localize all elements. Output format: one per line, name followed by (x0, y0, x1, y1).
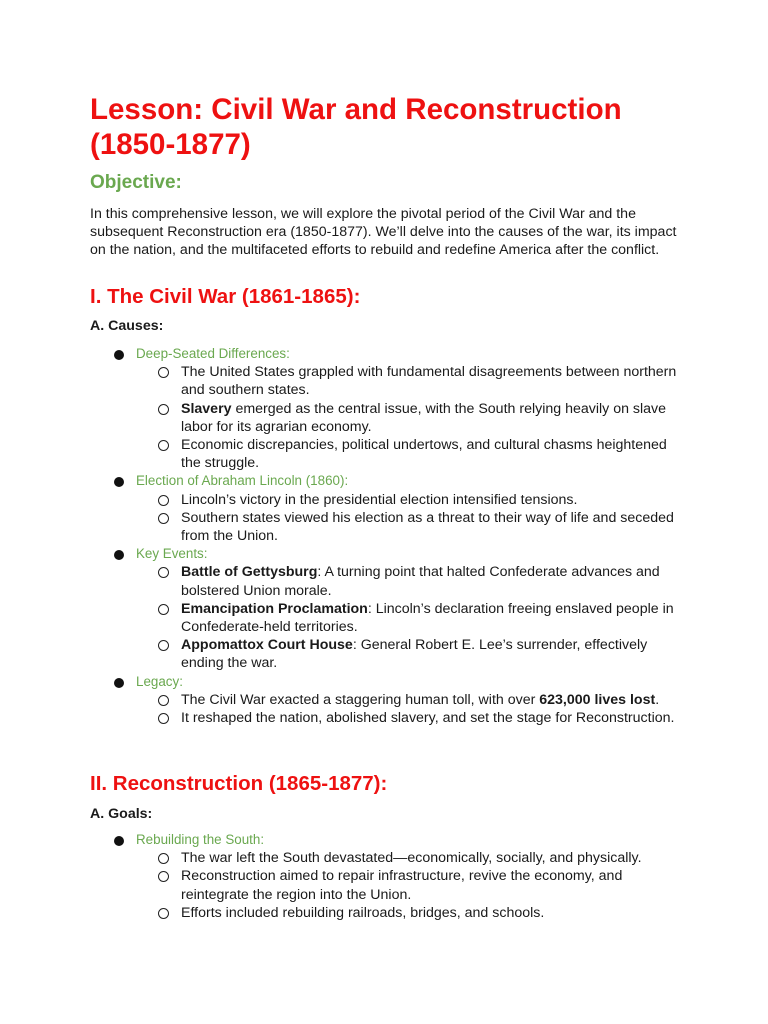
sub-bullet-item (0, 709, 681, 727)
sub-bullet-text: : General Robert E. Lee’s surrender, effectively ending the war. (181, 637, 648, 672)
bullet-item (0, 345, 768, 363)
bullet-colon: : (179, 673, 183, 689)
section-2-list (0, 831, 768, 922)
hollow-bullet-icon (158, 871, 169, 882)
sub-bullet-bold-text: Appomattox Court House (181, 637, 353, 654)
filled-bullet-icon (114, 836, 124, 846)
section-2-subheading: A. Goals: (90, 806, 153, 822)
sub-bullet-item (0, 436, 681, 472)
sub-bullet-text: The war left the South devastated—economically, socially, and physically. (181, 850, 642, 867)
sub-bullet-text: Economic discrepancies, political undertows, and cultural chasms heightened the struggle. (181, 437, 667, 472)
sub-bullet-item (0, 400, 681, 436)
sub-bullet-item (0, 600, 681, 636)
sub-bullet-text: The United States grappled with fundamental disagreements between northern and southern states. (181, 364, 677, 399)
section-1-heading: I. The Civil War (1861-1865): (90, 285, 361, 308)
intro-paragraph: In this comprehensive lesson, we will explore the pivotal period of the Civil War and the subsequent Reconstruction era (1850-1877). We’ll delve into the causes of the war, its impact on the nation, and the multifaceted efforts to rebuild and redefine America after the conflict. (90, 206, 677, 259)
hollow-bullet-icon (158, 713, 169, 724)
sub-bullet-item (0, 509, 681, 545)
sub-bullet-text: The Civil War exacted a staggering human toll, with over (181, 691, 540, 708)
bullet-colon: : (286, 346, 290, 361)
objective-heading: Objective: (90, 172, 182, 193)
sub-bullet-bold-text: 623,000 lives lost (539, 691, 656, 708)
bullet-item (0, 472, 768, 490)
bullet-label: Legacy (136, 673, 180, 689)
hollow-bullet-icon (158, 495, 169, 506)
sub-bullet-text: Southern states viewed his election as a threat to their way of life and seceded from the Union. (181, 509, 674, 544)
section-2-heading: II. Reconstruction (1865-1877): (90, 772, 388, 795)
sub-bullet-item (0, 563, 681, 599)
hollow-bullet-icon (158, 695, 169, 706)
sub-bullet-item (0, 636, 681, 672)
sub-bullet-item (0, 904, 681, 922)
bullet-label: Election of Abraham Lincoln (1860) (136, 473, 345, 489)
hollow-bullet-icon (158, 640, 169, 651)
hollow-bullet-icon (158, 853, 169, 864)
sub-bullet-text: emerged as the central issue, with the South relying heavily on slave labor for its agrarian economy. (181, 400, 667, 435)
bullet-label: Deep-Seated Differences (136, 346, 287, 361)
hollow-bullet-icon (158, 604, 169, 615)
bullet-label: Key Events (136, 546, 204, 562)
sub-bullet-bold-text: Battle of Gettysburg (181, 564, 318, 581)
section-1-list (0, 345, 768, 727)
sub-bullet-item (0, 867, 681, 903)
hollow-bullet-icon (158, 908, 169, 919)
sub-bullet-text: It reshaped the nation, abolished slavery, and set the stage for Reconstruction. (181, 710, 675, 726)
filled-bullet-icon (114, 550, 124, 560)
hollow-bullet-icon (158, 404, 169, 415)
section-1-subheading: A. Causes: (90, 318, 164, 334)
bullet-label: Rebuilding the South (136, 832, 261, 847)
filled-bullet-icon (114, 477, 124, 487)
bullet-item (0, 831, 768, 849)
sub-bullet-text: . (655, 691, 660, 708)
hollow-bullet-icon (158, 513, 169, 524)
filled-bullet-icon (114, 678, 124, 688)
sub-bullet-text: : A turning point that halted Confederate advances and bolstered Union morale. (181, 564, 660, 599)
bullet-colon: : (344, 473, 349, 489)
bullet-item (0, 545, 768, 563)
filled-bullet-icon (114, 350, 124, 360)
sub-bullet-text: Lincoln’s victory in the presidential election intensified tensions. (181, 491, 578, 508)
sub-bullet-item (0, 691, 681, 709)
bullet-colon: : (260, 832, 265, 847)
bullet-item (0, 673, 768, 691)
sub-bullet-item (0, 849, 681, 867)
lesson-title: Lesson: Civil War and Reconstruction (1850-1877) (90, 93, 622, 161)
bullet-colon: : (203, 546, 208, 562)
sub-bullet-item (0, 363, 681, 399)
hollow-bullet-icon (158, 440, 169, 451)
sub-bullet-item (0, 491, 681, 509)
sub-bullet-text: Reconstruction aimed to repair infrastructure, revive the economy, and reintegrate the region into the Union. (181, 868, 623, 903)
sub-bullet-bold-text: Emancipation Proclamation (181, 600, 368, 617)
sub-bullet-text: : Lincoln’s declaration freeing enslaved people in Confederate-held territories. (181, 600, 674, 635)
hollow-bullet-icon (158, 367, 169, 378)
sub-bullet-text: Efforts included rebuilding railroads, bridges, and schools. (181, 904, 545, 921)
sub-bullet-bold-text: Slavery (181, 400, 232, 417)
hollow-bullet-icon (158, 567, 169, 578)
